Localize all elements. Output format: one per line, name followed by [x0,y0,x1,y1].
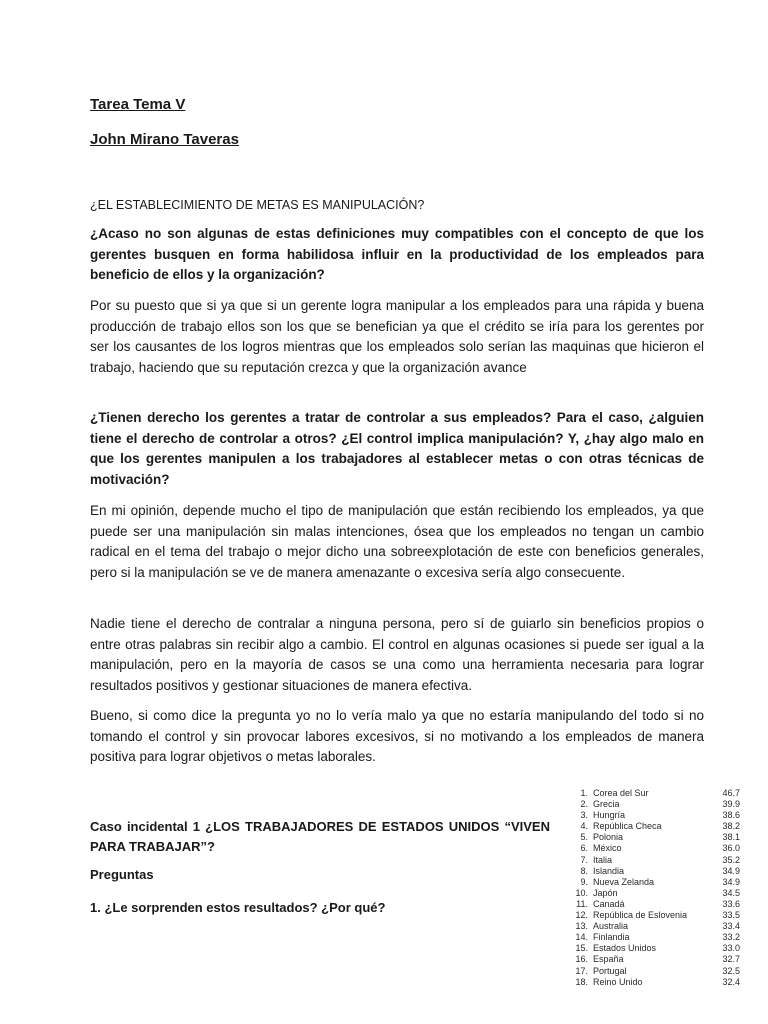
ranking-country: República de Eslovenia [593,910,688,921]
ranking-row [566,910,740,921]
ranking-number: 16. [575,954,588,965]
ranking-country: Australia [593,921,629,932]
ranking-country: Portugal [593,965,627,976]
ranking-value: 32.4 [722,976,740,987]
ranking-value: 33.6 [722,898,740,909]
ranking-number: 18. [575,976,588,987]
case-title: Caso incidental 1 ¿LOS TRABAJADORES DE ESTADOS UNIDOS “VIVEN PARA TRABAJAR”? [90,819,550,854]
ranking-row [566,921,740,932]
question-paragraph-2: ¿Tienen derecho los gerentes a tratar de controlar a sus empleados? Para el caso, ¿alguien tiene el derecho de controlar a otros? ¿El control implica manipulación? Y, ¿hay algo malo en que los gerentes manipulen a los trabajadores al establecer metas o con otras técnicas de motivación? [90,410,704,487]
author-name: John Mirano Taveras [90,131,239,148]
ranking-row [566,810,740,821]
answer-paragraph-2: En mi opinión, depende mucho el tipo de manipulación que están recibiendo los empleados, ya que puede ser una manipulación sin malas intenciones, ósea que los empleados no tengan un cambio radical en el tema del trabajo o mejor dicho una sobreexplotación de este con beneficios generales, pero si la manipulación se ve de manera amenazante o excesiva sería algo consecuente. [90,503,704,580]
ranking-number: 17. [575,965,588,976]
ranking-country: Canadá [593,898,625,909]
ranking-country: España [593,954,624,965]
ranking-value: 32.5 [722,965,740,976]
ranking-row [566,843,740,854]
ranking-country: Corea del Sur [593,788,649,798]
ranking-row [566,966,740,977]
question-paragraph-1: ¿Acaso no son algunas de estas definiciones muy compatibles con el concepto de que los gerentes busquen en forma habilidosa influir en la productividad de los empleados para beneficio de ellos y la organización? [90,226,704,282]
ranking-number: 12. [575,910,588,921]
answer-paragraph-4: Bueno, si como dice la pregunta yo no lo vería malo ya que no estaría manipulando del todo si no tomando el control y sin provocar labores excesivos, si no motivando a los empleados de manera positiva para lograr objetivos o metas laborales. [90,708,704,764]
ranking-number: 6. [580,843,588,854]
ranking-row [566,832,740,843]
questions-label: Preguntas [90,867,154,882]
ranking-country: Japón [593,887,618,898]
ranking-value: 33.5 [722,910,740,921]
ranking-country: Grecia [593,799,620,810]
ranking-value: 46.7 [722,788,740,798]
country-ranking-list [566,788,740,988]
ranking-number: 11. [576,898,588,909]
ranking-value: 33.0 [722,943,740,954]
ranking-country: México [593,843,622,854]
question-1: 1. ¿Le sorprenden estos resultados? ¿Por qué? [90,900,386,915]
ranking-country: Italia [593,854,613,865]
ranking-row [566,799,740,810]
ranking-number: 14. [575,932,588,943]
ranking-number: 4. [580,821,588,832]
ranking-number: 13. [575,921,588,932]
ranking-country: Reino Unido [593,976,643,987]
ranking-country: Finlandia [593,932,630,943]
section-title: ¿EL ESTABLECIMIENTO DE METAS ES MANIPULACIÓN? [90,198,425,212]
ranking-value: 34.5 [722,887,740,898]
ranking-number: 8. [580,865,588,876]
ranking-number: 3. [580,810,588,821]
ranking-row [566,932,740,943]
ranking-number: 5. [580,832,588,843]
ranking-country: Estados Unidos [593,943,657,954]
ranking-row [566,866,740,877]
ranking-value: 33.4 [722,921,740,932]
ranking-value: 34.9 [722,876,740,887]
ranking-number: 2. [580,799,588,810]
ranking-number: 7. [580,854,588,865]
ranking-row [566,877,740,888]
assignment-title: Tarea Tema V [90,96,186,113]
ranking-value: 38.2 [722,821,740,832]
ranking-number: 9. [580,876,588,887]
ranking-number: 10. [575,887,588,898]
ranking-country: Islandia [593,865,625,876]
ranking-value: 36.0 [722,843,740,854]
ranking-row [566,899,740,910]
ranking-row [566,954,740,965]
ranking-country: Hungría [593,810,626,821]
ranking-row [566,788,740,799]
ranking-value: 39.9 [722,799,740,810]
ranking-row [566,943,740,954]
ranking-number: 1. [580,788,588,798]
ranking-row [566,821,740,832]
ranking-row [566,855,740,866]
ranking-value: 34.9 [722,865,740,876]
ranking-value: 38.1 [722,832,740,843]
answer-paragraph-3: Nadie tiene el derecho de contralar a ninguna persona, pero sí de guiarlo sin beneficios propios o entre otras palabras sin recibir algo a cambio. El control en algunas ocasiones si puede ser igual a la manipulación, pero en la mayoría de casos se una como una herramienta necesaria para lograr resultados positivos y gestionar situaciones de manera efectiva. [90,616,704,693]
ranking-value: 32.7 [722,954,740,965]
ranking-value: 33.2 [722,932,740,943]
ranking-country: República Checa [593,821,662,832]
ranking-row [566,888,740,899]
ranking-value: 35.2 [722,854,740,865]
ranking-country: Polonia [593,832,624,843]
answer-paragraph-1: Por su puesto que si ya que si un gerente logra manipular a los empleados para una rápida y buena producción de trabajo ellos son los que se benefician ya que el crédito se iría para los gerentes por ser los causantes de los logros mientras que los empleados solo serían las maquinas que hicieron el trabajo, haciendo que su reputación crezca y que la organización avance [90,298,704,375]
ranking-country: Nueva Zelanda [593,876,655,887]
ranking-row [566,977,740,988]
ranking-number: 15. [575,943,588,954]
ranking-value: 38.6 [722,810,740,821]
